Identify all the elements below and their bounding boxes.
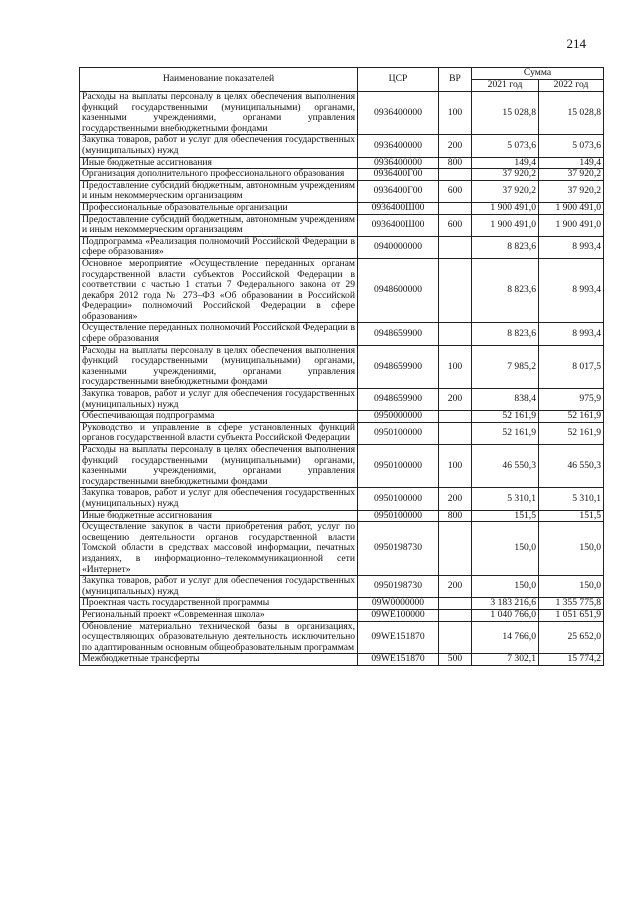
table-row xyxy=(80,621,604,654)
row-value-2021: 46 550,3 xyxy=(472,445,539,488)
table-row xyxy=(80,236,604,258)
row-value-2021: 8 823,6 xyxy=(472,323,539,345)
row-value-2022: 5 073,6 xyxy=(539,135,604,157)
page-number: 214 xyxy=(566,36,586,51)
row-vr xyxy=(439,169,472,181)
row-csr: 0936400Ш00 xyxy=(358,202,439,214)
row-vr: 600 xyxy=(439,214,472,236)
row-value-2022: 8 017,5 xyxy=(539,345,604,388)
row-csr: 0948659900 xyxy=(358,345,439,388)
row-vr xyxy=(439,323,472,345)
row-csr: 09WE151870 xyxy=(358,654,439,666)
row-value-2022: 52 161,9 xyxy=(539,411,604,423)
row-vr: 600 xyxy=(439,180,472,202)
row-name: Руководство и управление в сфере установленных функций органов государственной власти субъекта Российской Федерации xyxy=(80,422,358,444)
row-vr xyxy=(439,621,472,654)
row-value-2021: 8 823,6 xyxy=(472,236,539,258)
row-csr: 0948659900 xyxy=(358,389,439,411)
row-value-2022: 150,0 xyxy=(539,522,604,576)
table-body xyxy=(80,92,604,666)
header-year-2021: 2021 год xyxy=(472,80,539,92)
row-value-2022: 15 028,8 xyxy=(539,92,604,135)
row-value-2021: 151,5 xyxy=(472,510,539,522)
table-row xyxy=(80,389,604,411)
row-csr: 0936400000 xyxy=(358,92,439,135)
row-value-2021: 3 183 216,6 xyxy=(472,598,539,610)
row-value-2021: 37 920,2 xyxy=(472,180,539,202)
row-vr: 200 xyxy=(439,488,472,510)
row-value-2022: 25 652,0 xyxy=(539,621,604,654)
row-vr: 200 xyxy=(439,135,472,157)
row-value-2022: 5 310,1 xyxy=(539,488,604,510)
row-value-2021: 52 161,9 xyxy=(472,422,539,444)
row-name: Предоставление субсидий бюджетным, автономным учреждениям и иным некоммерческим организациям xyxy=(80,180,358,202)
header-year-2022: 2022 год xyxy=(539,80,604,92)
table-row xyxy=(80,411,604,423)
row-vr xyxy=(439,202,472,214)
table-row xyxy=(80,609,604,621)
row-value-2022: 151,5 xyxy=(539,510,604,522)
row-value-2021: 14 766,0 xyxy=(472,621,539,654)
table-row xyxy=(80,488,604,510)
row-csr: 0950100000 xyxy=(358,422,439,444)
row-name: Иные бюджетные ассигнования xyxy=(80,510,358,522)
row-value-2022: 150,0 xyxy=(539,576,604,598)
row-value-2022: 1 900 491,0 xyxy=(539,202,604,214)
row-vr: 100 xyxy=(439,445,472,488)
row-csr: 0936400Г00 xyxy=(358,180,439,202)
table-row xyxy=(80,258,604,323)
row-name: Закупка товаров, работ и услуг для обеспечения государственных (муниципальных) нужд xyxy=(80,576,358,598)
row-csr: 09WE151870 xyxy=(358,621,439,654)
table-row xyxy=(80,522,604,576)
row-name: Межбюджетные трансферты xyxy=(80,654,358,666)
row-vr xyxy=(439,522,472,576)
row-value-2022: 1 355 775,8 xyxy=(539,598,604,610)
row-name: Осуществление переданных полномочий Российской Федерации в сфере образования xyxy=(80,323,358,345)
row-name: Организация дополнительного профессионального образования xyxy=(80,169,358,181)
table-row xyxy=(80,422,604,444)
row-vr xyxy=(439,422,472,444)
row-value-2021: 1 900 491,0 xyxy=(472,202,539,214)
row-vr: 800 xyxy=(439,157,472,169)
row-name: Обновление материально технической базы в организациях, осуществляющих образовательную деятельность исключительно по адаптированным основным общеобразовательным программам xyxy=(80,621,358,654)
row-vr: 100 xyxy=(439,92,472,135)
table-row xyxy=(80,598,604,610)
table-row xyxy=(80,445,604,488)
row-value-2022: 975,9 xyxy=(539,389,604,411)
table-row xyxy=(80,510,604,522)
table-row xyxy=(80,157,604,169)
table-header xyxy=(80,68,604,92)
row-value-2022: 1 051 651,9 xyxy=(539,609,604,621)
row-csr: 0950198730 xyxy=(358,522,439,576)
row-name: Закупка товаров, работ и услуг для обеспечения государственных (муниципальных) нужд xyxy=(80,488,358,510)
row-value-2022: 52 161,9 xyxy=(539,422,604,444)
row-csr: 0936400Ш00 xyxy=(358,214,439,236)
row-vr xyxy=(439,258,472,323)
row-value-2021: 149,4 xyxy=(472,157,539,169)
row-vr xyxy=(439,236,472,258)
row-csr: 0950198730 xyxy=(358,576,439,598)
table-row xyxy=(80,214,604,236)
row-value-2021: 838,4 xyxy=(472,389,539,411)
row-vr: 200 xyxy=(439,389,472,411)
header-sum: Сумма xyxy=(472,68,604,80)
row-vr: 800 xyxy=(439,510,472,522)
row-csr: 09W0000000 xyxy=(358,598,439,610)
row-name: Закупка товаров, работ и услуг для обеспечения государственных (муниципальных) нужд xyxy=(80,135,358,157)
row-vr: 100 xyxy=(439,345,472,388)
row-name: Предоставление субсидий бюджетным, автономным учреждениям и иным некоммерческим организациям xyxy=(80,214,358,236)
row-csr: 0936400000 xyxy=(358,157,439,169)
row-value-2021: 7 985,2 xyxy=(472,345,539,388)
table-row xyxy=(80,180,604,202)
table-row xyxy=(80,135,604,157)
table-row xyxy=(80,202,604,214)
row-name: Подпрограмма «Реализация полномочий Российской Федерации в сфере образования» xyxy=(80,236,358,258)
row-vr xyxy=(439,598,472,610)
table-row xyxy=(80,169,604,181)
row-vr: 200 xyxy=(439,576,472,598)
row-csr: 0950000000 xyxy=(358,411,439,423)
row-vr: 500 xyxy=(439,654,472,666)
row-name: Осуществление закупок в части приобретения работ, услуг по освещению деятельности органов государственной власти Томской области в средствах массовой информации, печатных изданиях, в информационно–телекоммуникационной сети «Интернет» xyxy=(80,522,358,576)
row-value-2021: 1 900 491,0 xyxy=(472,214,539,236)
table-row xyxy=(80,576,604,598)
row-value-2022: 149,4 xyxy=(539,157,604,169)
row-csr: 0936400000 xyxy=(358,135,439,157)
row-name: Основное мероприятие «Осуществление переданных органам государственной власти субъектов Российской Федерации в соответствии с частью 1 статьи 7 Федерального закона от 29 декабря 2012 года № 273–ФЗ «Об образовании в Российской Федерации» полномочий Российской Федерации в сфере образования» xyxy=(80,258,358,323)
row-value-2022: 15 774,2 xyxy=(539,654,604,666)
row-name: Расходы на выплаты персоналу в целях обеспечения выполнения функций государственными (муниципальными) органами, казенными учреждениями, органами управления государственными внебюджетными фондами xyxy=(80,92,358,135)
header-csr: ЦСР xyxy=(358,68,439,92)
table-row xyxy=(80,323,604,345)
budget-table xyxy=(79,67,604,666)
header-vr: ВР xyxy=(439,68,472,92)
row-value-2022: 8 993,4 xyxy=(539,236,604,258)
row-vr xyxy=(439,609,472,621)
row-value-2021: 1 040 766,0 xyxy=(472,609,539,621)
table-row xyxy=(80,92,604,135)
row-value-2021: 5 073,6 xyxy=(472,135,539,157)
row-csr: 0936400Г00 xyxy=(358,169,439,181)
row-value-2021: 52 161,9 xyxy=(472,411,539,423)
row-value-2022: 1 900 491,0 xyxy=(539,214,604,236)
row-value-2021: 150,0 xyxy=(472,522,539,576)
table-row xyxy=(80,345,604,388)
row-value-2021: 15 028,8 xyxy=(472,92,539,135)
row-value-2021: 5 310,1 xyxy=(472,488,539,510)
row-csr: 0948659900 xyxy=(358,323,439,345)
row-value-2022: 8 993,4 xyxy=(539,323,604,345)
row-value-2021: 37 920,2 xyxy=(472,169,539,181)
row-value-2021: 150,0 xyxy=(472,576,539,598)
table-row xyxy=(80,654,604,666)
row-csr: 0950100000 xyxy=(358,488,439,510)
row-name: Расходы на выплаты персоналу в целях обеспечения выполнения функций государственными (муниципальными) органами, казенными учреждениями, органами управления государственными внебюджетными фондами xyxy=(80,445,358,488)
row-value-2021: 7 302,1 xyxy=(472,654,539,666)
row-name: Иные бюджетные ассигнования xyxy=(80,157,358,169)
row-name: Обеспечивающая подпрограмма xyxy=(80,411,358,423)
row-vr xyxy=(439,411,472,423)
row-value-2022: 46 550,3 xyxy=(539,445,604,488)
row-csr: 0950100000 xyxy=(358,445,439,488)
row-value-2022: 37 920,2 xyxy=(539,180,604,202)
row-value-2022: 37 920,2 xyxy=(539,169,604,181)
row-csr: 0948600000 xyxy=(358,258,439,323)
row-csr: 0940000000 xyxy=(358,236,439,258)
row-name: Профессиональные образовательные организации xyxy=(80,202,358,214)
row-csr: 09WE100000 xyxy=(358,609,439,621)
row-name: Расходы на выплаты персоналу в целях обеспечения выполнения функций государственными (муниципальными) органами, казенными учреждениями, органами управления государственными внебюджетными фондами xyxy=(80,345,358,388)
row-csr: 0950100000 xyxy=(358,510,439,522)
header-name: Наименование показателей xyxy=(80,68,358,92)
row-value-2021: 8 823,6 xyxy=(472,258,539,323)
row-value-2022: 8 993,4 xyxy=(539,258,604,323)
row-name: Проектная часть государственной программы xyxy=(80,598,358,610)
row-name: Закупка товаров, работ и услуг для обеспечения государственных (муниципальных) нужд xyxy=(80,389,358,411)
row-name: Региональный проект «Современная школа» xyxy=(80,609,358,621)
